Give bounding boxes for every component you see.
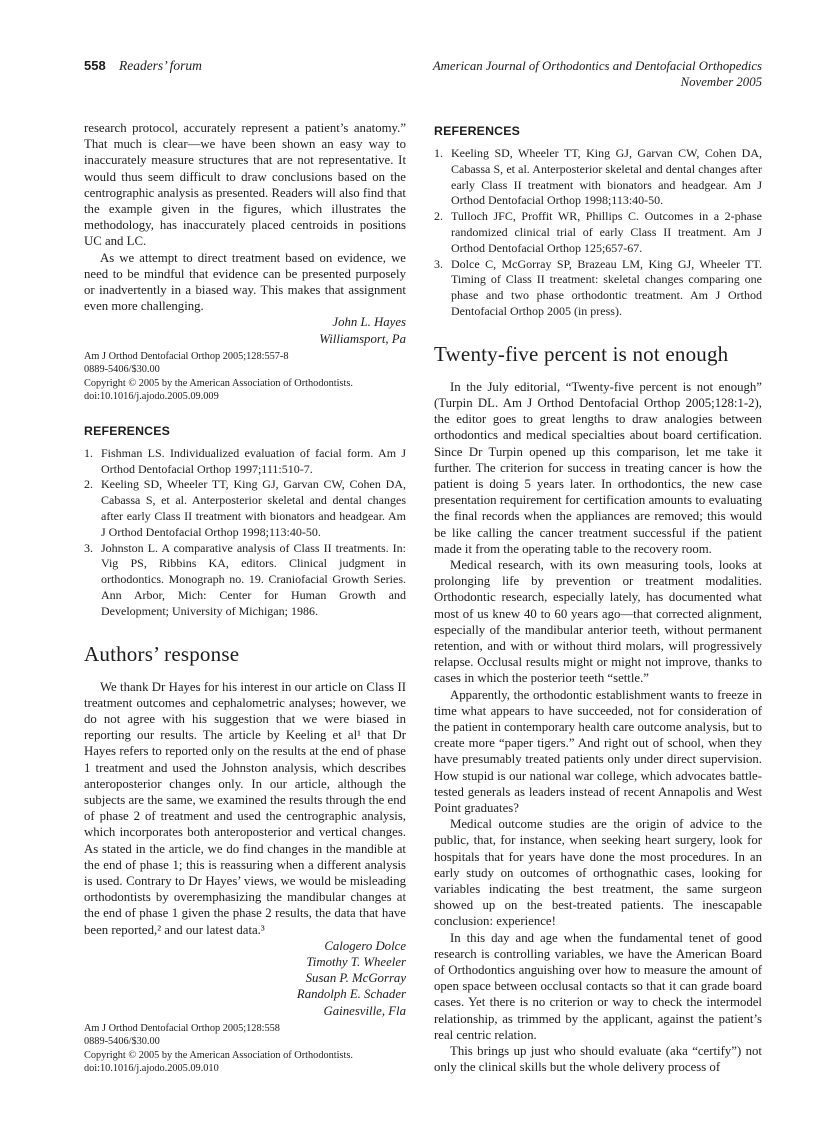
reference-item (434, 146, 762, 209)
citation-line: Copyright © 2005 by the American Association of Orthodontists. (84, 1049, 353, 1061)
page-header (84, 58, 762, 90)
right-column (434, 120, 762, 1076)
signature-name: John L. Hayes (332, 315, 406, 330)
references-heading-left: REFERENCES (84, 423, 171, 438)
reference-item (434, 209, 762, 256)
journal-title: American Journal of Orthodontics and Dentofacial Orthopedics (432, 59, 762, 73)
reference-text: Johnston L. A comparative analysis of Class II treatments. In: Vig PS, Ribbins KA, editors. Clinical judgment in orthodontics. Monograph no. 19. Craniofacial Growth Series. Ann Arbor, Mich: Center for Human Growth and Development; University of Michigan; 1986. (101, 540, 406, 618)
reference-text: Dolce C, McGorray SP, Brazeau LM, King GJ, Wheeler TT. Timing of Class II treatment: skeletal changes comparing one phase and two phase orthodontic treatment. Am J Orthod Dentofacial Orthop 2005 (in press). (451, 256, 762, 318)
authors-response-heading: Authors’ response (84, 641, 240, 666)
reference-number: 2. (84, 477, 93, 492)
citation-line: 0889-5406/$30.00 (84, 1036, 160, 1048)
reference-text: Tulloch JFC, Proffit WR, Phillips C. Outcomes in a 2-phase randomized clinical trial of early Class II treatment. Am J Orthod Dentofacial Orthop 125;657-67. (451, 209, 762, 255)
editorial-paragraph: This brings up just who should evaluate (aka “certify”) not only the clinical skills but the whole delivery process of (434, 1044, 762, 1075)
editorial-paragraph: In the July editorial, “Twenty-five percent is not enough” (Turpin DL. Am J Orthod Dentofacial Orthop 2005;128:1-2), the editor goes to great lengths to draw analogies between orthodontics and medical specialties about board certification. Since Dr Turpin opened up this comparison, let me take it further. The criterion for success in treating cancer is how the patient is doing 5 years later. In orthodontics, the new case presentation requirement for certification amounts to evaluating the final records when the appliances are removed; this would be like calling the cancer treatment successful if the patient made it from the operating table to the recovery room. (434, 379, 762, 556)
citation-line: Am J Orthod Dentofacial Orthop 2005;128:558 (84, 1022, 280, 1034)
references-heading-right: REFERENCES (434, 124, 521, 138)
citation-line: 0889-5406/$30.00 (84, 364, 160, 376)
signature-name: Randolph E. Schader (296, 987, 406, 1002)
reference-number: 1. (84, 445, 93, 460)
editorial-paragraph: Medical research, with its own measuring tools, looks at prolonging life by prevention or treatment modalities. Orthodontic research, especially lately, has documented what most of us knew 40 to 60 years ago—that corrected alignment, especially of the mandibular anterior teeth, without permanent retention, and with or without third molars, will progressively relapse. Occlusal results might or might not improve, thanks to cases in which the posterior teeth “settle.” (434, 558, 762, 686)
reference-number: 3. (434, 256, 443, 271)
hayes-citation-block (84, 350, 406, 404)
citation-line: Copyright © 2005 by the American Association of Orthodontists. (84, 377, 353, 389)
reference-text: Keeling SD, Wheeler TT, King GJ, Garvan CW, Cohen DA, Cabassa S, et al. Anterposterior skeletal and dental changes after early Class II treatment with bionators and headgear. Am J Orthod Dentofacial Orthop 1998;113:40-50. (451, 146, 762, 208)
authors-response-paragraph: We thank Dr Hayes for his interest in our article on Class II treatment outcomes and cephalometric analyses; however, we do not agree with his suggestion that we were biased in reporting our results. The article by Keeling et al¹ that Dr Hayes refers to reported only on the results at the end of phase 1 treatment and used the Johnston analysis, which describes anteroposterior changes only. In our article, although the subjects are the same, we examined the results through the end of phase 2 of treatment and used the centrographic analysis, which incorporates both anteroposterior and vertical changes. As stated in the article, we do find changes in the mandible at the end of phase 1; this is reassuring when a different analysis is used. Contrary to Dr Hayes’ views, we would be misleading orthodontists by overemphasizing the mandibular changes at the end of phase 1 given the phase 2 results, the data that have been reported,² and our latest data.³ (84, 679, 406, 937)
signature-location: Gainesville, Fla (323, 1003, 406, 1018)
editorial-paragraph: In this day and age when the fundamental tenet of good research is controlling variables, we have the American Board of Orthodontics anguishing over how to measure the amount of open space between occlusal contacts so that it can grade board cases. Yet there is no criterion or way to check the intermodel relationship, as trimmed by the applicant, against the patient’s real centric relation. (434, 930, 762, 1042)
reference-item (434, 257, 762, 320)
hayes-signature (84, 314, 406, 346)
hayes-letter-paragraph-1: research protocol, accurately represent a patient’s anatomy.” That much is clear—we have been shown an easy way to inaccurately measure structures that are not representative. It would thus seem difficult to draw conclusions based on the centrographic analysis as presented. Readers will also find that the example given in the figures, which illustrates the methodology, has inaccurately placed centroids in positions UC and LC. (84, 121, 406, 249)
signature-location: Williamsport, Pa (319, 331, 406, 346)
reference-number: 1. (434, 146, 443, 160)
references-list-right (434, 146, 762, 320)
reference-item (84, 446, 406, 478)
authors-response-citation-block (84, 1022, 406, 1076)
signature-name: Timothy T. Wheeler (306, 955, 406, 970)
reference-text: Keeling SD, Wheeler TT, King GJ, Garvan CW, Cohen DA, Cabassa S, et al. Anterposterior skeletal and dental changes after early Class II treatment with bionators and headgear. Am J Orthod Dentofacial Orthop 1998;113:40-50. (101, 477, 406, 539)
header-right (433, 58, 762, 90)
authors-response-signature (84, 938, 406, 1019)
editorial-paragraph: Medical outcome studies are the origin of advice to the public, that, for instance, when seeking heart surgery, look for hospitals that for years have done the most procedures. In an early study on outcomes of orthognathic cases, looking for variables indicating the best treatment, the same surgeon showed up on the best-treated patients. The inescapable conclusion: experience! (434, 817, 762, 929)
reference-item (84, 477, 406, 540)
section-title: Readers’ forum (118, 58, 202, 73)
page-number: 558 (84, 58, 106, 73)
reference-number: 3. (84, 540, 93, 555)
reference-number: 2. (434, 209, 443, 224)
citation-line: doi:10.1016/j.ajodo.2005.09.010 (84, 1063, 219, 1075)
header-left (84, 58, 202, 74)
signature-name: Calogero Dolce (324, 938, 406, 953)
editorial-paragraph: Apparently, the orthodontic establishment wants to freeze in time what appears to have succeeded, not for consideration of the patient in contemporary health care outcome analysis, but to create more “paper tigers.” And right out of school, when they have presumably treated patients only under direct supervision. How stupid is our national war college, which advocates battle-tested generals as leaders instead of recent Annapolis and West Point graduates? (434, 687, 762, 816)
signature-name: Susan P. McGorray (305, 971, 406, 986)
left-column (84, 120, 406, 1076)
references-list-left (84, 446, 406, 620)
hayes-letter-paragraph-2: As we attempt to direct treatment based on evidence, we need to be mindful that evidence can be presented purposely or inadvertently in a biased way. This makes that assignment even more challenging. (84, 250, 406, 314)
issue-date: November 2005 (680, 75, 762, 89)
citation-line: Am J Orthod Dentofacial Orthop 2005;128:557-8 (84, 350, 289, 362)
reference-text: Fishman LS. Individualized evaluation of facial form. Am J Orthod Dentofacial Orthop 1997;111:510-7. (101, 445, 406, 476)
editorial-letter-heading: Twenty-five percent is not enough (434, 341, 729, 366)
reference-item (84, 541, 406, 620)
citation-line: doi:10.1016/j.ajodo.2005.09.009 (84, 391, 219, 403)
